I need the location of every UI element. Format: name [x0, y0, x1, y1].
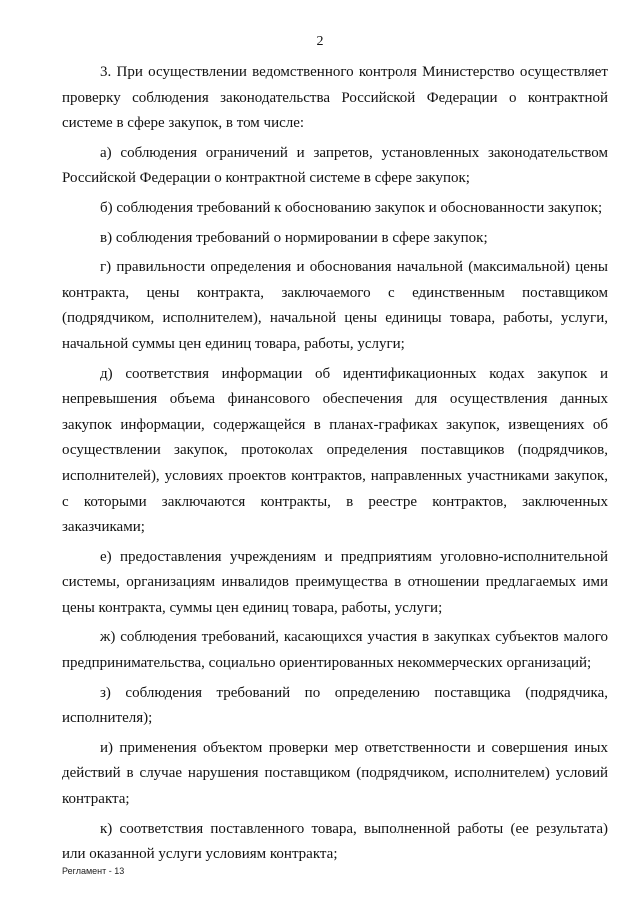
paragraph-item-g: г) правильности определения и обоснования начальной (максимальной) цены контракта, цены контракта, заключаемого с единственным поставщиком (подрядчиком, исполнителем), начальной цены единицы товара, работы, услуги, начальной суммы цен единиц товара, работы, услуги; [62, 259, 608, 352]
paragraph-item-z: з) соблюдения требований по определению поставщика (подрядчика, исполнителя); [62, 684, 608, 727]
paragraph-item-a: а) соблюдения ограничений и запретов, установленных законодательством Российской Федерации о контрактной системе в сфере закупок; [62, 144, 608, 187]
paragraph-item-zh: ж) соблюдения требований, касающихся участия в закупках субъектов малого предпринимательства, социально ориентированных некоммерческих организаций; [62, 629, 608, 672]
paragraph-item-v: в) соблюдения требований о нормировании в сфере закупок; [100, 229, 488, 246]
paragraph-item-k: к) соответствия поставленного товара, выполненной работы (ее результата) или оказанной услуги условиям контракта; [62, 820, 608, 863]
paragraph-3-intro: 3. При осуществлении ведомственного контроля Министерство осуществляет проверку соблюдения законодательства Российской Федерации о контрактной системе в сфере закупок, в том числе: [62, 64, 608, 132]
page-number: 2 [316, 34, 324, 49]
paragraph-item-b: б) соблюдения требований к обоснованию закупок и обоснованности закупок; [100, 199, 603, 216]
footer-reference: Регламент - 13 [62, 866, 125, 876]
paragraph-item-i: и) применения объектом проверки мер ответственности и совершения иных действий в случае нарушения поставщиком (подрядчиком, исполнителем) условий контракта; [62, 739, 608, 808]
paragraph-item-d: д) соответствия информации об идентификационных кодах закупок и непревышения объема финансового обеспечения для осуществления данных закупок информации, содержащейся в планах-графиках закупок, извещениях об осуществлении закупок, протоколах определения поставщиков (подрядчиков, исполнителей), условиях проектов контрактов, направленных участниками закупок, с которыми заключаются контракты, в реестре контрактов, заключенных заказчиками; [62, 365, 608, 536]
document-body [62, 60, 608, 872]
paragraph-item-e: е) предоставления учреждениям и предприятиям уголовно-исполнительной системы, организациям инвалидов преимущества в отношении предлагаемых ими цены контракта, суммы цен единиц товара, работы, услуги; [62, 548, 608, 616]
